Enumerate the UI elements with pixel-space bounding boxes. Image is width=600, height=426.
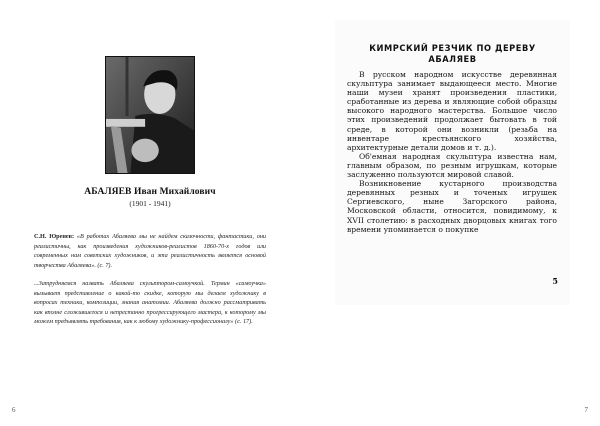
portrait-caption-name: АБАЛЯЕВ Иван Михайлович xyxy=(84,187,216,197)
page-number-left: 6 xyxy=(12,406,16,414)
quote-text: «В работах Абаляева мы не найдем сказочности, фантастики, они реалистичны, как произведения художников-реалистов 1860-70-х годов или современных нам советских художников, и эта реалистичность является основой творчества Абаляева». (с. 7). xyxy=(34,233,266,269)
right-page xyxy=(300,0,600,426)
portrait-caption-years: (1901 - 1941) xyxy=(129,199,171,208)
portrait-photo xyxy=(105,56,195,174)
article-paragraph: В русском народном искусстве деревянная скульптура занимает выдающееся место. Многие наши музеи хранят произведения пластики, сработанные из дерева и являющие собой образцы высокого народного мастерства. Большое число этих произведений продолжает бытовать в той среде, в которой они возникли (резьба на инвентаре крестьянского хозяйства, архитектурные детали домов и т. д.). xyxy=(347,70,557,152)
quote-continuation xyxy=(34,279,266,327)
scan-page-number: 5 xyxy=(552,276,558,286)
quote-text: ...Затрудняемся назвать Абаляева скульптором-самоучкой. Термин «самоучка» вызывает представление о какой-то скидке, которую мы делаем художнику в вопросах техники, композиции, знания анатомии. Абаляева должно рассматривать как вполне сложившегося и непрестанно прогрессирующего мастера, к которому мы можем предъявлять требования, как к любому художнику-профессионалу» (с. 17). xyxy=(34,280,266,325)
page-number-right: 7 xyxy=(584,406,588,414)
article-body xyxy=(347,70,557,234)
portrait-image xyxy=(106,57,194,173)
article-title xyxy=(344,44,560,66)
article-title-line2: АБАЛЯЕВ xyxy=(428,55,477,65)
article-paragraph: Возникновение кустарного производства деревянных резных и точеных игрушек Сергиевского, ныне Загорского района, Московской области, относится, повидимому, к XVII столетию: в расходных дворцовых книгах того времени упоминается о покупке xyxy=(347,179,557,234)
quote-yurenev xyxy=(34,232,266,270)
article-paragraph: Об'емная народная скульптура известна нам, главным образом, по резным игрушкам, которые заслуженно пользуются мировой славой. xyxy=(347,151,557,180)
scanned-page xyxy=(335,20,570,305)
article-title-line1: КИМРСКИЙ РЕЗЧИК ПО ДЕРЕВУ xyxy=(369,44,536,54)
quote-author: С.Н. Юренев: xyxy=(34,233,75,240)
